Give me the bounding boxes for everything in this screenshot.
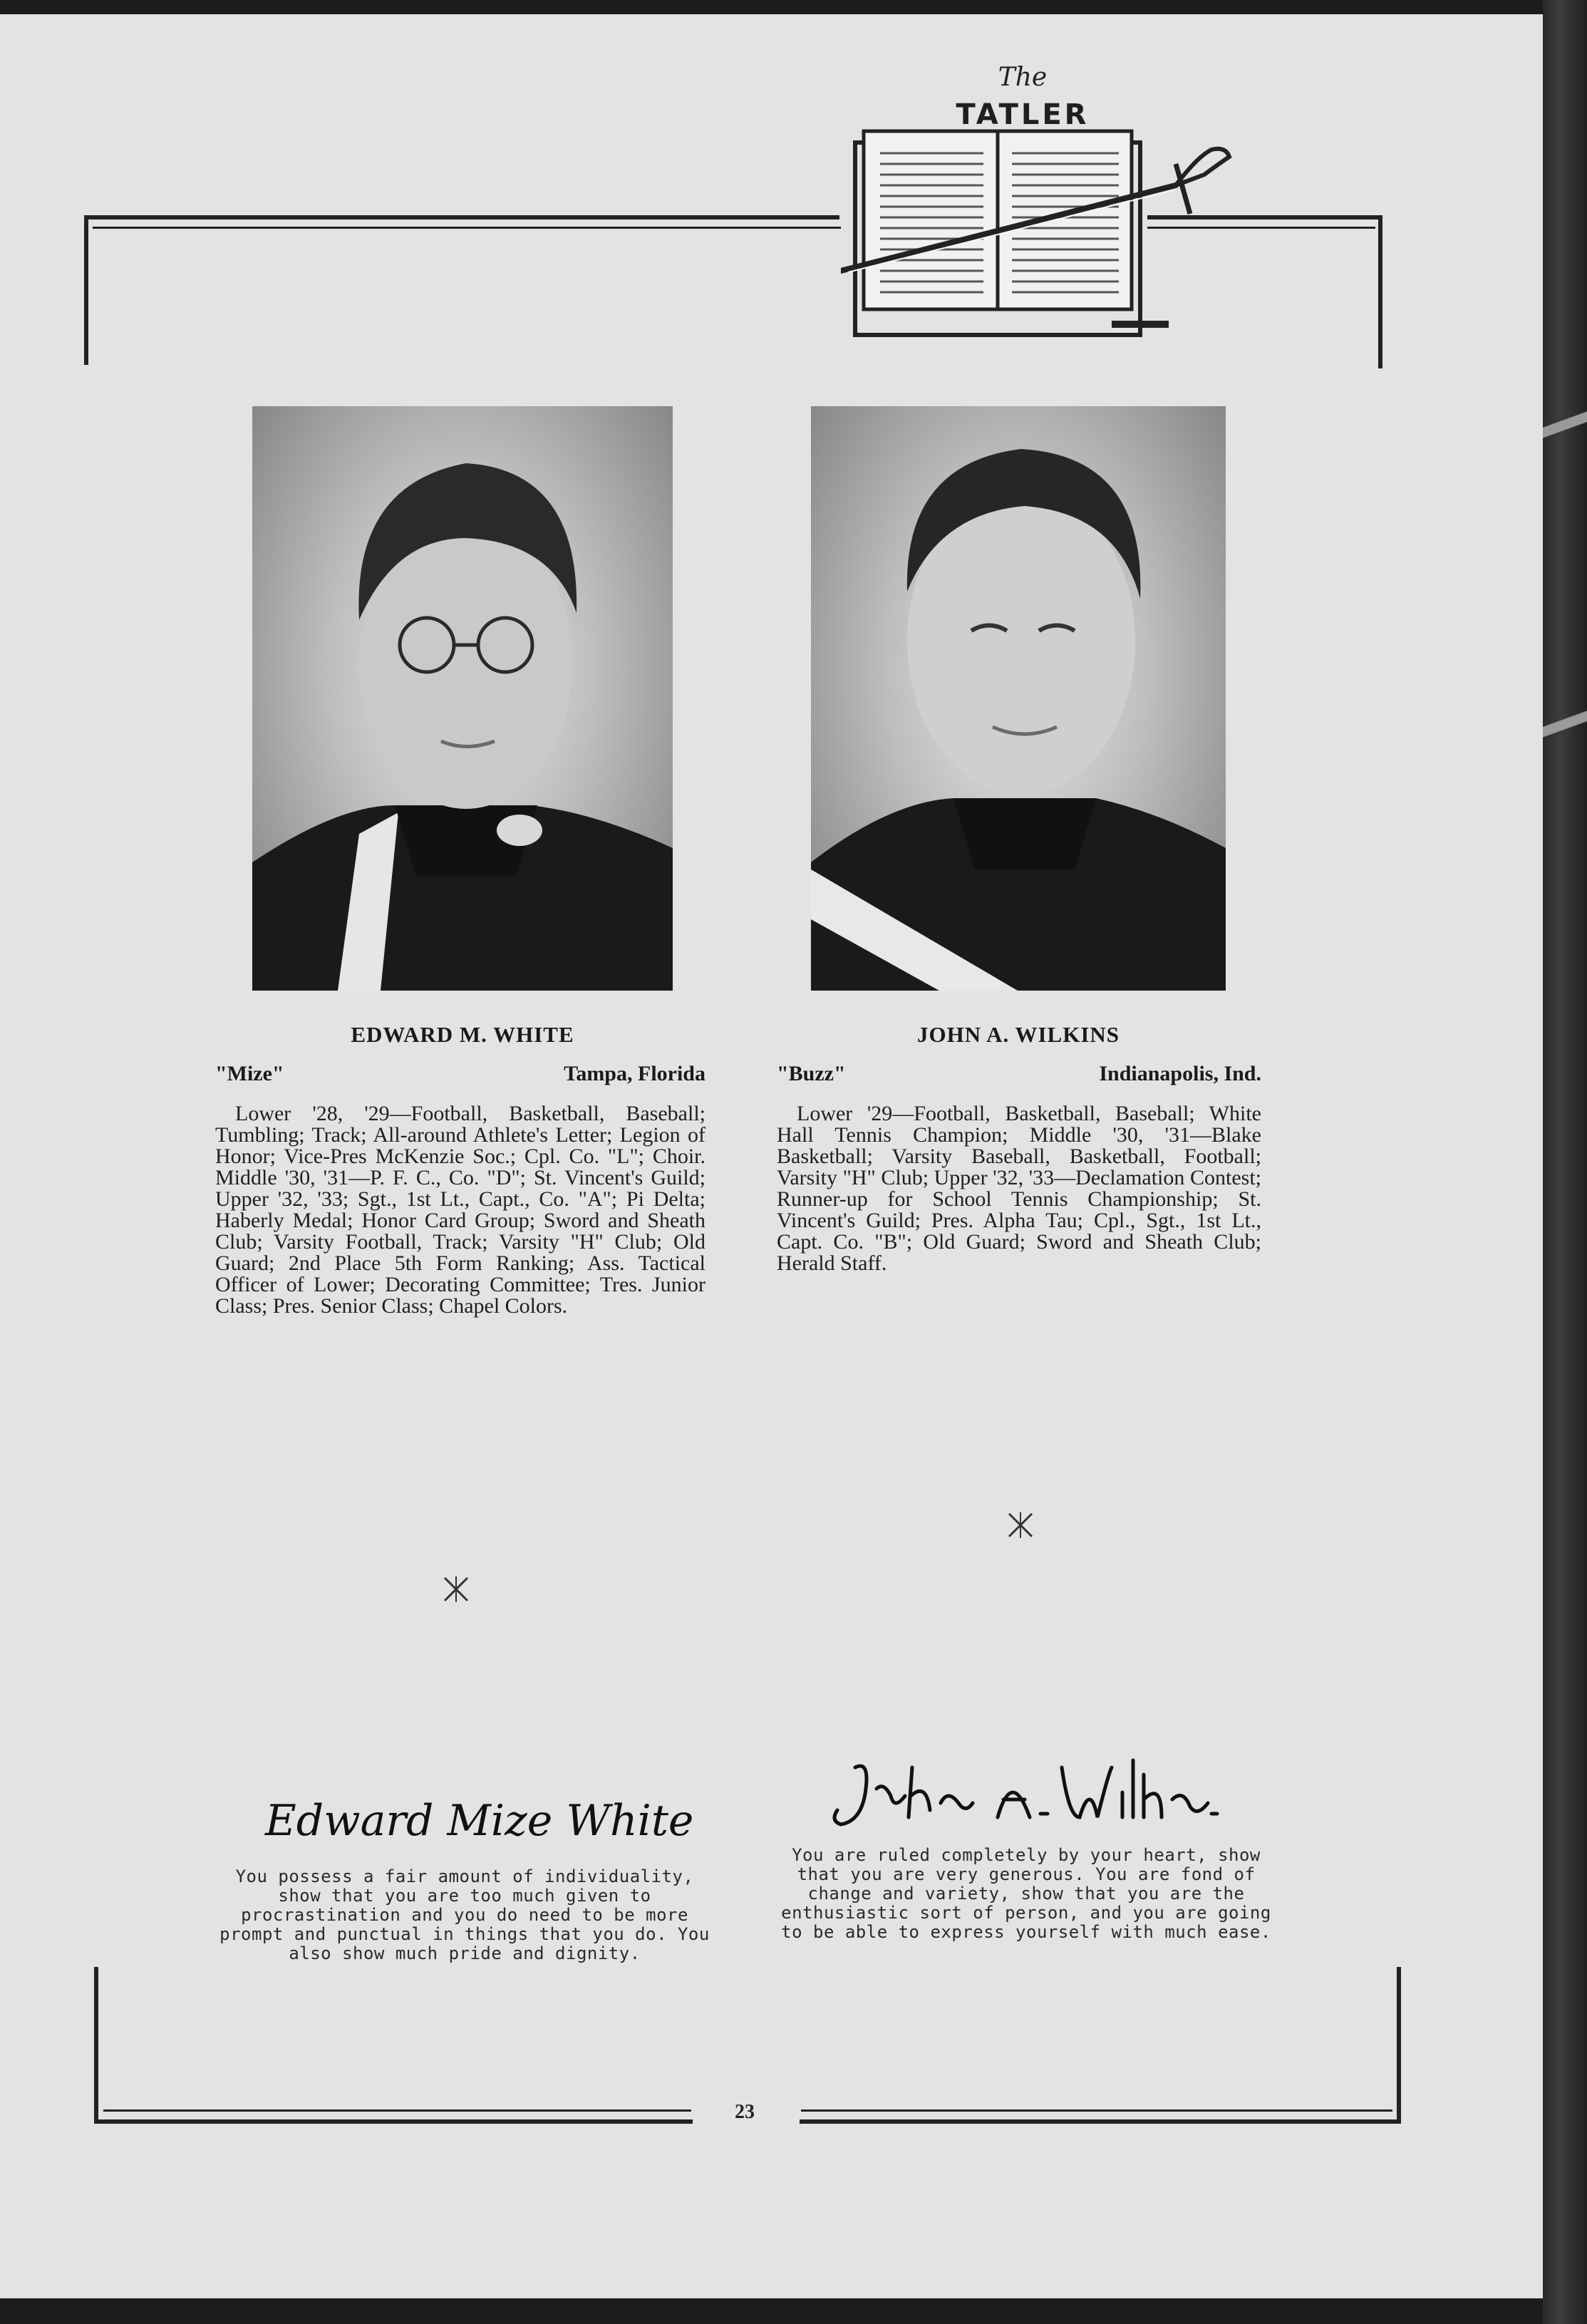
footer-rule-right bbox=[800, 2119, 1401, 2124]
student-hometown: Indianapolis, Ind. bbox=[1099, 1062, 1261, 1085]
character-reading: You are ruled completely by your heart, show that you are very generous. You are fond of change and variety, show that you are the enthusiastic sort of person, and you are going to be able to express yourself with much ease. bbox=[781, 1845, 1271, 1942]
binding-stripe bbox=[1543, 399, 1587, 463]
portrait-photo bbox=[811, 406, 1226, 991]
student-biography: Lower '29—Football, Basketball, Baseball; White Hall Tennis Champion; Middle '30, '31—Blake Basketball; Varsity Baseball, Basketball, Football; Varsity "H" Club; Upper '32, '33—Declamation Contest; Runner-up for School Tennis Championship; St. Vincent's Guild; Pres. Alpha Tau; Cpl., Sgt., 1st Lt., Capt. Co. "B"; Old Guard; Sword and Sheath Club; Herald Staff. bbox=[777, 1102, 1261, 1275]
student-nickname: "Mize" bbox=[215, 1062, 284, 1085]
footer-rule-left-thin bbox=[103, 2109, 691, 2112]
footer-rule-left bbox=[94, 2119, 693, 2124]
student-name: EDWARD M. WHITE bbox=[351, 1022, 574, 1047]
masthead-title: TATLER bbox=[956, 98, 1090, 131]
header-corner-left bbox=[84, 215, 88, 365]
footer-rule-right-thin bbox=[801, 2109, 1392, 2112]
signature bbox=[827, 1753, 1226, 1832]
footer-corner-right bbox=[1397, 1967, 1401, 2124]
binding-stripe bbox=[1543, 698, 1587, 763]
binding-edge bbox=[1543, 0, 1587, 2324]
student-name: JOHN A. WILKINS bbox=[916, 1022, 1120, 1047]
crossed-swords-ornament-icon bbox=[442, 1575, 470, 1603]
crossed-swords-ornament-icon bbox=[1006, 1511, 1035, 1539]
header-rule-left-thin bbox=[93, 227, 841, 229]
signature: Edward Mize White bbox=[265, 1796, 694, 1846]
header-rule-left bbox=[84, 215, 839, 220]
header-corner-right bbox=[1378, 215, 1382, 368]
student-hometown: Tampa, Florida bbox=[564, 1062, 705, 1085]
footer-corner-left bbox=[94, 1967, 98, 2124]
masthead-script: The bbox=[998, 63, 1048, 92]
open-book-and-sword-icon bbox=[841, 57, 1240, 342]
student-nickname: "Buzz" bbox=[777, 1062, 846, 1085]
portrait-photo bbox=[252, 406, 673, 991]
student-biography: Lower '28, '29—Football, Basketball, Baseball; Tumbling; Track; All-around Athlete's Letter; Legion of Honor; Vice-Pres McKenzie Soc.; Cpl. Co. "L"; Choir. Middle '30, '31—P. F. C., Co. "D"; St. Vincent's Guild; Upper '32, '33; Sgt., 1st Lt., Capt., Co. "A"; Pi Delta; Haberly Medal; Honor Card Group; Sword and Sheath Club; Varsity Football, Track; Varsity "H" Club; Old Guard; 2nd Place 5th Form Ranking; Ass. Tactical Officer of Lower; Decorating Committee; Tres. Junior Class; Pres. Senior Class; Chapel Colors. bbox=[215, 1102, 705, 1318]
character-reading: You possess a fair amount of individuality, show that you are too much given to procrastination and you do need to be more prompt and punctual in things that you do. You also show much pride and dignity. bbox=[219, 1866, 710, 1963]
page-number: 23 bbox=[735, 2101, 755, 2123]
